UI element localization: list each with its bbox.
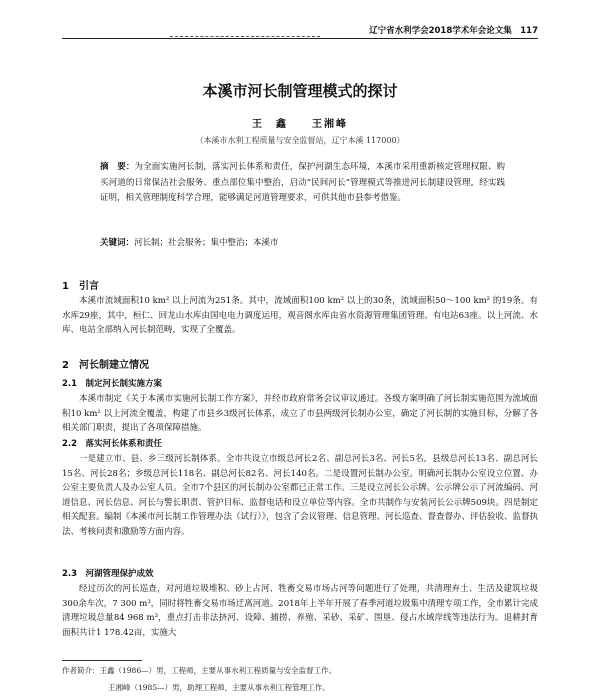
abstract-text: 为全面实施河长制，落实河长体系和责任，保护河湖生态环境，本溪市采用重新核定管理权限、购买河道的日常保洁社会服务、重点部位集中整治，启动“民间河长”管理模式等推进河长制建设管理，经实践证明，相关管理制度科学合理，能够满足河道管理要求，可供其他市县参考借鉴。 — [100, 162, 505, 203]
author-list: 王 鑫 王湘峰 — [252, 119, 348, 130]
paragraph-2-1: 本溪市制定《关于本溪市实施河长制工作方案》，并经市政府常务会议审议通过。各级方案明确了河长制实施范围为流域面积10 km² 以上河流全覆盖，构建了市县乡3级河长体系，成立了市县两级河长制办公室，确定了河长制的实施目标，分解了各相关部门职责，提出了各项保障措施。 — [62, 394, 538, 434]
footnote-author-1: 作者简介：王鑫（1986—）男，工程师，主要从事水利工程质量与安全监督工作。 — [62, 666, 337, 675]
abstract-label: 摘 要： — [100, 162, 135, 172]
keywords — [100, 236, 505, 250]
section-heading-river-chief: 2 河长制建立情况 — [62, 360, 149, 371]
keywords-text: 河长制；社会服务；集中整治；本溪市 — [134, 238, 279, 248]
subsection-heading-2-3: 2.3 河湖管理保护成效 — [62, 569, 154, 579]
author-affiliation: （本溪市水利工程质量与安全监督站，辽宁本溪 117000） — [195, 136, 405, 145]
keywords-label: 关键词： — [100, 238, 135, 248]
paragraph-2-3: 经过历次的河长巡查，对河道垃圾堆积、砂上占河、牲畜交易市场占河等问题进行了处理，共清理弃土、生活及建筑垃圾300余车次，7 300 m³，同时将牲畜交易市场迁离河道。2018年上半年开展了春季河道垃圾集中清理专项工作，全市累计完成清理垃圾总量84 968 m³，重点打击非法挤河、设障、捕捞、养殖、采砂、采矿、围垦、侵占水域岸线等违法行为。退耕封育面积共计1 178.42亩，实施大 — [62, 584, 538, 638]
subsection-heading-2-2: 2.2 落实河长体系和责任 — [62, 439, 163, 449]
header-dashed-rule — [170, 36, 320, 37]
subsection-heading-2-1: 2.1 制定河长制实施方案 — [62, 379, 163, 389]
abstract — [100, 160, 505, 207]
paragraph-2-2: 一是建立市、县、乡三级河长制体系。全市共设立市级总河长2名、副总河长3名、河长5名，县级总河长13名、副总河长15名、河长28名；乡级总河长118名、副总河长82名、河长140名。二是设置河长制办公室。明确河长制办公室设立位置、办公室主要负责人及办公室人员。全市7个县区的河长制办公室都已正常工作。三是设立河长公示牌。公示牌公示了河流编码、河道信息、河长信息、河长与警长职责、管护目标、监督电话和设立单位等内容。全市共制作与安装河长公示牌509块。四是制定相关配套。编制《本溪市河长制工作管理办法（试行）》，包含了会议管理、信息管理、河长巡查、督查督办、评估验收、监督执法、考核问责和激励等方面内容。 — [62, 454, 539, 537]
footnote-rule — [62, 660, 142, 661]
running-header: 辽宁省水利学会2018学术年会论文集 117 — [369, 26, 538, 36]
footnote-author-2: 王湘峰（1985—）男，助理工程师，主要从事水利工程管理工作。 — [108, 683, 330, 692]
paper-title: 本溪市河长制管理模式的探讨 — [202, 82, 398, 100]
section-heading-introduction: 1 引言 — [62, 281, 99, 292]
paragraph-introduction: 本溪市流域面积10 km² 以上河流为251条。其中，流域面积100 km² 以上的30条，流域面积50～100 km² 的19条。有水库29座，其中，桓仁、回龙山水库由国电电力调度运用，观音阁水库由省水资源管理集团管理。有电站63座。以上河流、水库、电站全部纳入河长制范畴，实现了全覆盖。 — [62, 296, 538, 336]
header-rule — [62, 38, 538, 39]
